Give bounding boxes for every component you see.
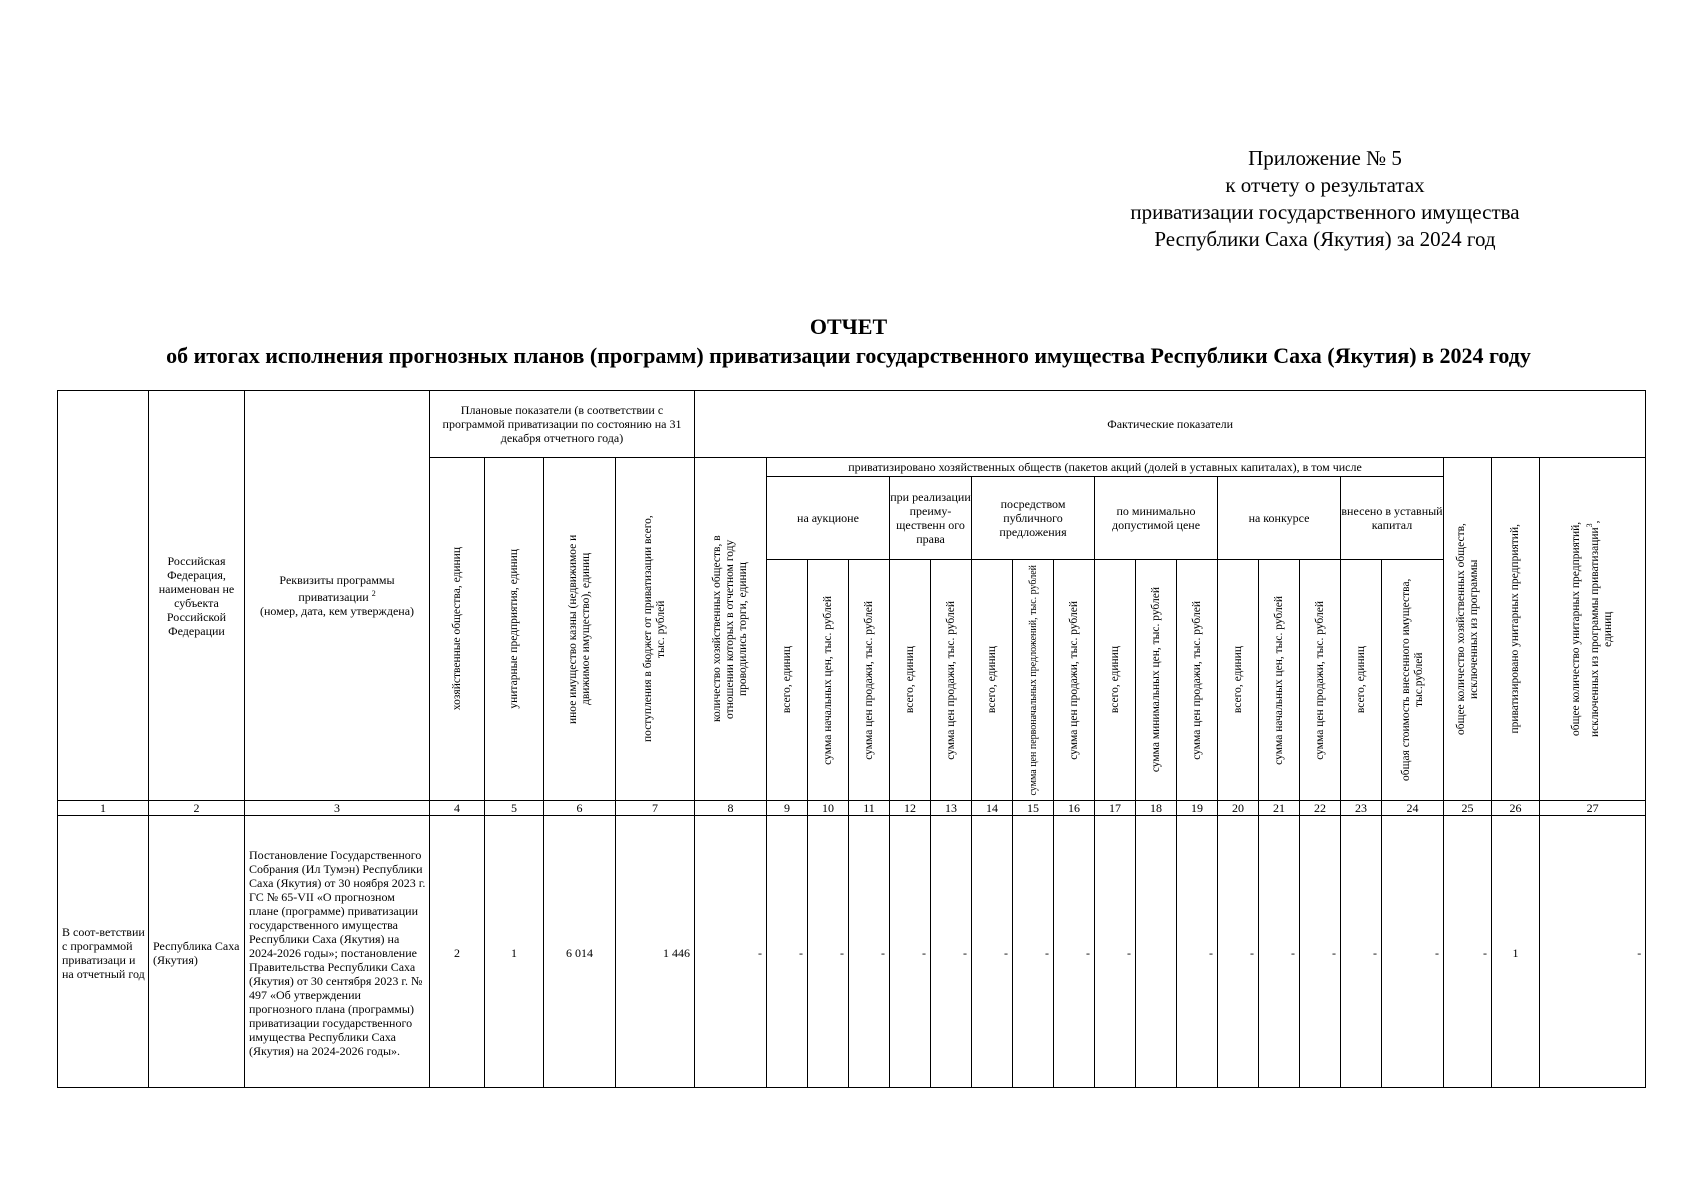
- cell-c9: -: [767, 816, 808, 1088]
- cell-c15: -: [1013, 816, 1054, 1088]
- column-number: 4: [430, 801, 485, 816]
- header-privatized-societies: [767, 458, 1444, 477]
- header-label: всего, единиц: [1231, 646, 1244, 714]
- header-charter: [1341, 477, 1444, 560]
- header-label: общее количество унитарных предприятий, исключенных из программы приватизации: [1570, 521, 1602, 738]
- cell-c7: 1 446: [616, 816, 695, 1088]
- header-v18: [1136, 560, 1177, 801]
- header-v13: [931, 560, 972, 801]
- header-label: при реализации преиму-щественн ого права: [890, 490, 971, 546]
- cell-basis: В соот-ветствии с программой приватизаци и на отчетный год: [58, 816, 149, 1088]
- header-subject: [149, 391, 245, 801]
- header-v15: [1013, 560, 1054, 801]
- header-label: (номер, дата, кем утверждена): [259, 604, 415, 618]
- column-number: 23: [1341, 801, 1382, 816]
- header-label: общее количество хозяйственных обществ, исключенных из программы: [1454, 523, 1480, 735]
- header-label: приватизировано унитарных предприятий,: [1509, 524, 1521, 734]
- cell-c13: -: [931, 816, 972, 1088]
- header-label: унитарные предприятия, единиц: [507, 549, 520, 709]
- header-label: сумма цен продажи, тыс. рублей: [1190, 600, 1203, 760]
- title-sub: об итогах исполнения прогнозных планов (программ) приватизации государственного имущества Республики Саха (Якутия) в 2024 году: [166, 343, 1531, 368]
- header-v17: [1095, 560, 1136, 801]
- header-label: общая стоимость внесенного имущества, тыс.рублей: [1399, 578, 1425, 782]
- cell-c17: -: [1095, 816, 1136, 1088]
- column-number: 6: [544, 801, 616, 816]
- header-label: внесено в уставный капитал: [1341, 504, 1443, 532]
- header-auction: [767, 477, 890, 560]
- column-number: 19: [1177, 801, 1218, 816]
- cell-c6: 6 014: [544, 816, 616, 1088]
- header-label: на конкурсе: [1248, 511, 1310, 525]
- table-row: [58, 816, 1646, 1088]
- header-label: посредством публичного предложения: [999, 497, 1067, 539]
- header-label: сумма цен продажи, тыс. рублей: [944, 600, 957, 760]
- header-label: всего, единиц: [985, 646, 998, 714]
- header-v5: [485, 458, 544, 801]
- cell-c21: -: [1259, 816, 1300, 1088]
- header-min-price: [1095, 477, 1218, 560]
- header-v10: [808, 560, 849, 801]
- report-title: [0, 312, 1697, 370]
- title-main: ОТЧЕТ: [809, 314, 888, 339]
- header-v21: [1259, 560, 1300, 801]
- header-label: по минимально допустимой цене: [1111, 504, 1201, 532]
- header-label: хозяйственные общества, единиц: [450, 547, 463, 711]
- header-col-1: [58, 391, 149, 801]
- header-label: сумма цен продажи, тыс. рублей: [1313, 600, 1326, 760]
- header-v11: [849, 560, 890, 801]
- header-label: на аукционе: [797, 511, 859, 525]
- header-label: сумма цен первоначальных предложений, тыс. рублей: [1027, 564, 1039, 796]
- cell-c16: -: [1054, 816, 1095, 1088]
- header-label: количество хозяйственных обществ, в отношении которых в отчетном году проводились торги, единиц: [711, 535, 749, 723]
- header-label: 2: [371, 589, 376, 598]
- column-number: 13: [931, 801, 972, 816]
- header-public: [972, 477, 1095, 560]
- column-number: 27: [1540, 801, 1646, 816]
- header-label: поступления в бюджет от приватизации всего, тыс. рублей: [642, 515, 667, 743]
- cell-c20: -: [1218, 816, 1259, 1088]
- column-number-row: [58, 801, 1646, 816]
- column-number: 14: [972, 801, 1013, 816]
- column-number: 25: [1444, 801, 1492, 816]
- header-v26: [1492, 458, 1540, 801]
- column-number: 24: [1382, 801, 1444, 816]
- report-table: [57, 390, 1646, 1088]
- header-label: Фактические показатели: [1107, 417, 1234, 431]
- header-v9: [767, 560, 808, 801]
- appendix-line: Республики Саха (Якутия) за 2024 год: [1154, 227, 1496, 251]
- cell-c11: -: [849, 816, 890, 1088]
- appendix-line: к отчету о результатах: [1225, 173, 1425, 197]
- appendix-header: [1085, 145, 1565, 253]
- header-v20: [1218, 560, 1259, 801]
- column-number: 17: [1095, 801, 1136, 816]
- header-label: Российская Федерация, наименован не субъекта Российской Федерации: [158, 553, 235, 638]
- column-number: 2: [149, 801, 245, 816]
- header-label: всего, единиц: [780, 646, 793, 714]
- cell-subject: Республика Саха (Якутия): [149, 816, 245, 1088]
- column-number: 18: [1136, 801, 1177, 816]
- header-v22: [1300, 560, 1341, 801]
- header-v19: [1177, 560, 1218, 801]
- header-label: приватизировано хозяйственных обществ (пакетов акций (долей в уставных капиталах), в том числе: [848, 460, 1362, 474]
- column-number: 22: [1300, 801, 1341, 816]
- column-number: 26: [1492, 801, 1540, 816]
- header-label: всего, единиц: [1354, 646, 1367, 714]
- header-label: сумма начальных цен, тыс. рублей: [821, 595, 834, 765]
- header-row-1: [58, 391, 1646, 458]
- cell-c10: -: [808, 816, 849, 1088]
- header-v4: [430, 458, 485, 801]
- column-number: 11: [849, 801, 890, 816]
- cell-c26: 1: [1492, 816, 1540, 1088]
- header-v12: [890, 560, 931, 801]
- header-v23: [1341, 560, 1382, 801]
- header-v6: [544, 458, 616, 801]
- cell-c5: 1: [485, 816, 544, 1088]
- cell-c4: 2: [430, 816, 485, 1088]
- cell-c18: [1136, 816, 1177, 1088]
- column-number: 9: [767, 801, 808, 816]
- column-number: 21: [1259, 801, 1300, 816]
- cell-c8: -: [695, 816, 767, 1088]
- cell-c14: -: [972, 816, 1013, 1088]
- header-contest: [1218, 477, 1341, 560]
- header-fact: [695, 391, 1646, 458]
- column-number: 20: [1218, 801, 1259, 816]
- header-label: сумма цен продажи, тыс. рублей: [1067, 600, 1080, 760]
- column-number: 10: [808, 801, 849, 816]
- column-number: 15: [1013, 801, 1054, 816]
- header-v27: [1540, 458, 1646, 801]
- column-number: 1: [58, 801, 149, 816]
- cell-program: Постановление Государственного Собрания (Ил Тумэн) Республики Саха (Якутия) от 30 ноября 2023 г. ГС № 65-VII «О прогнозном плане (программе) приватизации государственного имущества Республики Саха (Якутия) на 2024-2026 годы»; постановление Правительства Республики Саха (Якутия) от 30 сентября 2023 г. № 497 «Об утверждении прогнозного плана (программы) приватизации государственного имущества Республики Саха (Якутия) на 2024-2026 годы».: [245, 816, 430, 1088]
- column-number: 5: [485, 801, 544, 816]
- column-number: 8: [695, 801, 767, 816]
- header-label: сумма цен продажи, тыс. рублей: [862, 600, 875, 760]
- header-label: сумма минимальных цен, тыс. рублей: [1149, 587, 1162, 773]
- header-v7: [616, 458, 695, 801]
- header-label: Плановые показатели (в соответствии с программой приватизации по состоянию на 31 декабря отчетного года): [442, 403, 682, 445]
- cell-c23: -: [1341, 816, 1382, 1088]
- cell-c19: -: [1177, 816, 1218, 1088]
- header-v16: [1054, 560, 1095, 801]
- header-label: иное имущество казны (недвижимое и движимое имущество), единиц: [566, 534, 592, 724]
- column-number: 16: [1054, 801, 1095, 816]
- column-number: 3: [245, 801, 430, 816]
- header-label: сумма начальных цен, тыс. рублей: [1272, 595, 1285, 765]
- cell-c25: -: [1444, 816, 1492, 1088]
- header-v14: [972, 560, 1013, 801]
- cell-c12: -: [890, 816, 931, 1088]
- header-v8: [695, 458, 767, 801]
- header-preemptive: [890, 477, 972, 560]
- header-v25: [1444, 458, 1492, 801]
- cell-c27: -: [1540, 816, 1646, 1088]
- header-program: [245, 391, 430, 801]
- cell-c24: -: [1382, 816, 1444, 1088]
- column-number: 7: [616, 801, 695, 816]
- appendix-line: приватизации государственного имущества: [1130, 200, 1520, 224]
- header-label: Реквизиты программы приватизации: [279, 573, 395, 604]
- column-number: 12: [890, 801, 931, 816]
- appendix-line: Приложение № 5: [1248, 146, 1402, 170]
- header-v24: [1382, 560, 1444, 801]
- header-label: 3: [1585, 523, 1595, 528]
- header-label: всего, единиц: [1108, 646, 1121, 714]
- cell-c22: -: [1300, 816, 1341, 1088]
- header-label: всего, единиц: [903, 646, 916, 714]
- header-label: , единиц: [1589, 520, 1615, 647]
- header-plan: [430, 391, 695, 458]
